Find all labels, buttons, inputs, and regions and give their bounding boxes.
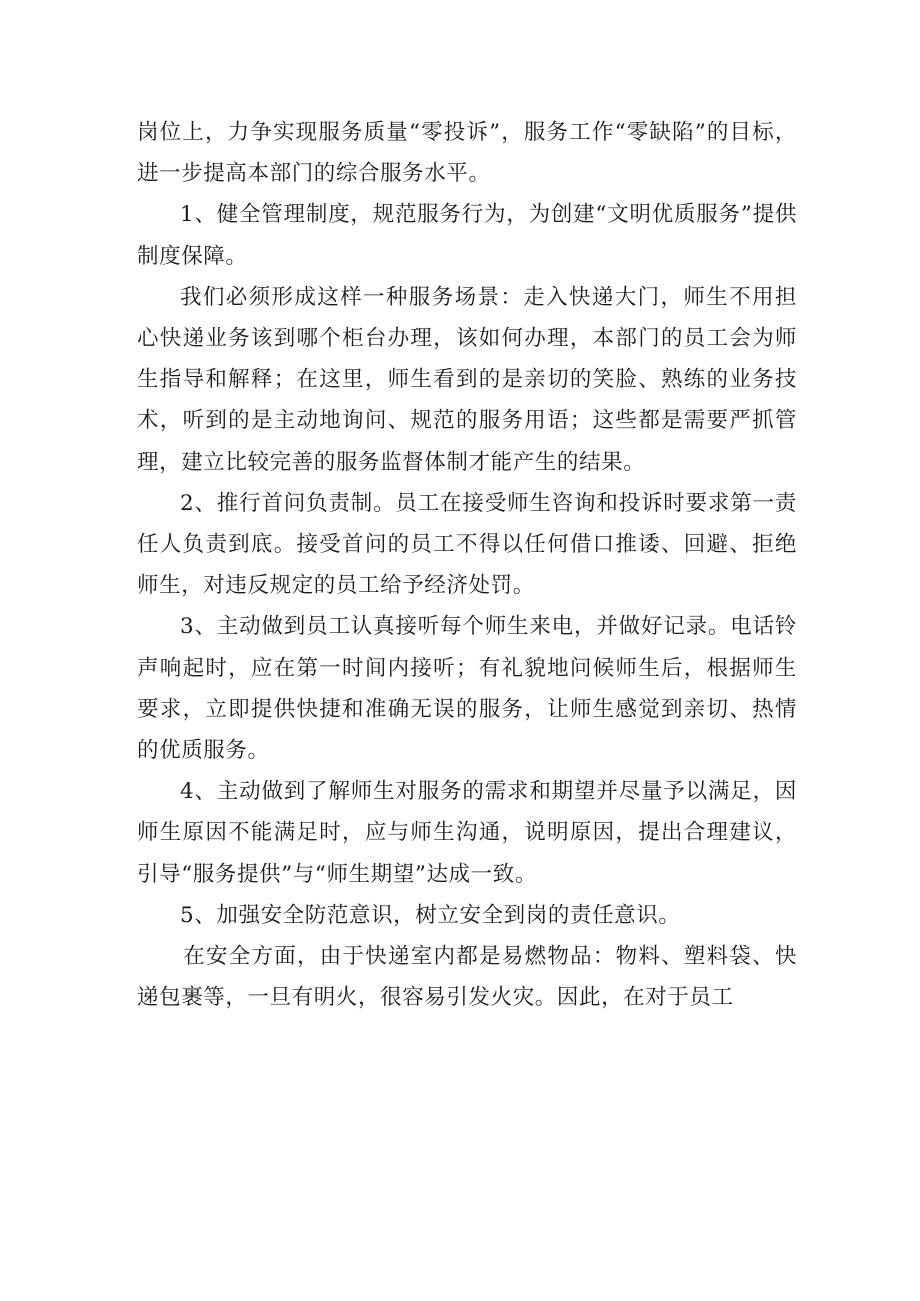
paragraph-item-4: 4、主动做到了解师生对服务的需求和期望并尽量予以满足，因师生原因不能满足时，应与师生沟通，说明原因，提出合理建议，引导“服务提供”与“师生期望”达成一致。 [137,779,797,887]
paragraph-service-scene: 我们必须形成这样一种服务场景：走入快递大门，师生不用担心快递业务该到哪个柜台办理，该如何办理，本部门的员工会为师生指导和解释；在这里，师生看到的是亲切的笑脸、熟练的业务技术，听到的是主动地询问、规范的服务用语；这些都是需要严抓管理，建立比较完善的服务监督体制才能产生的结果。 [137,284,797,475]
paragraph-item-3: 3、主动做到员工认真接听每个师生来电，并做好记录。电话铃声响起时，应在第一时间内接听；有礼貌地问候师生后，根据师生要求，立即提供快捷和准确无误的服务，让师生感觉到亲切、热情的优质服务。 [137,614,797,764]
paragraph-item-5: 5、加强安全防范意识，树立安全到岗的责任意识。 [180,902,681,928]
paragraph-safety: 在安全方面，由于快递室内都是易燃物品：物料、塑料袋、快递包裹等，一旦有明火，很容易引发火灾。因此，在对于员工 [137,944,797,1011]
paragraph-item-1: 1、健全管理制度，规范服务行为，为创建“文明优质服务”提供制度保障。 [137,202,797,269]
document-body [137,112,797,1018]
paragraph-continuation: 岗位上，力争实现服务质量“零投诉”，服务工作“零缺陷”的目标，进一步提高本部门的综合服务水平。 [137,120,797,187]
paragraph-item-2: 2、推行首问负责制。员工在接受师生咨询和投诉时要求第一责任人负责到底。接受首问的员工不得以任何借口推诿、回避、拒绝师生，对违反规定的员工给予经济处罚。 [137,490,797,599]
